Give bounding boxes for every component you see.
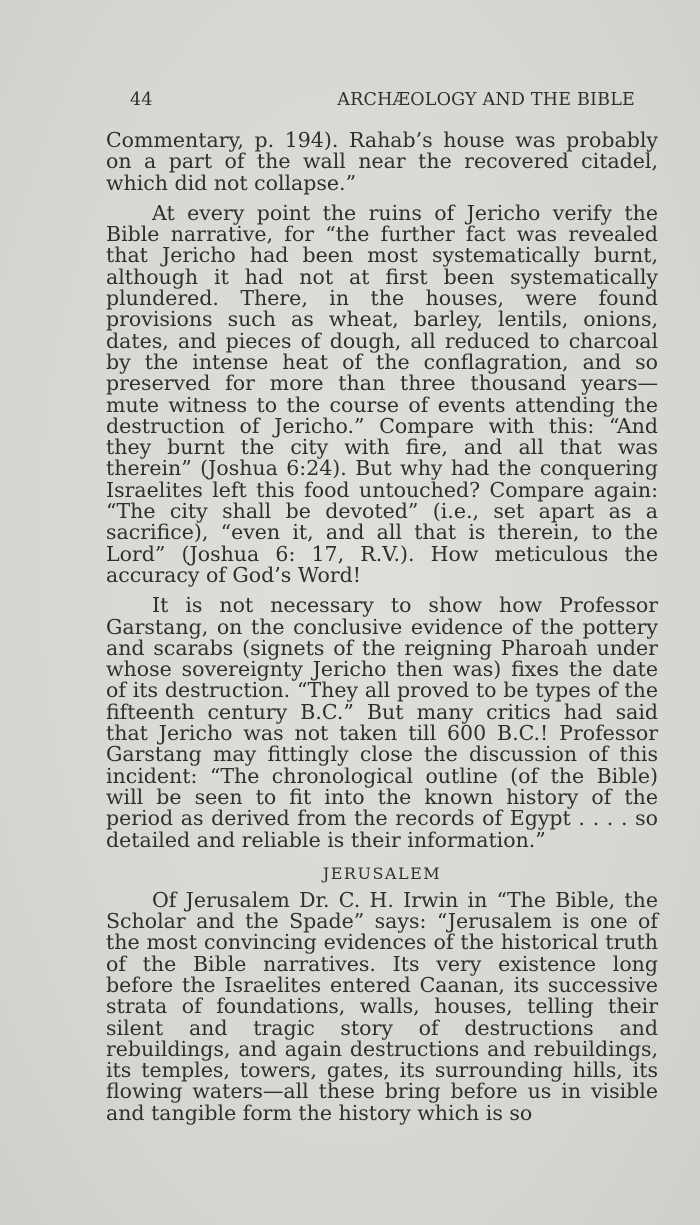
paragraph-garstang: It is not necessary to show how Professor Garstang, on the conclusive evidence of the pottery and scarabs (signets of the reigning Pharoah under whose sovereignty Jericho then was) fixes the date of its destruction. “They all proved to be types of the fifteenth century B.C.” But many critics had said that Jericho was not taken till 600 B.C.! Professor Garstang may fittingly close the discussion of this incident: “The chronological outline (of the Bible) will be seen to fit into the known history of the period as derived from the records of Egypt . . . . so detailed and reliable is their information.” — [106, 593, 658, 852]
paragraph-jerusalem: Of Jerusalem Dr. C. H. Irwin in “The Bible, the Scholar and the Spade” says: “Jerusalem is one of the most convincing evidences of the historical truth of the Bible narratives. Its very existence long before the Israelites entered Caanan, its successive strata of foundations, walls, houses, telling their silent and tragic story of destructions and rebuildings, and again destructions and rebuildings, its temples, towers, gates, its surrounding hills, its flowing waters—all these bring before us in visible and tangible form the history which is so — [106, 887, 658, 1125]
section-heading: JERUSALEM — [322, 863, 442, 883]
running-title: ARCHÆOLOGY AND THE BIBLE — [337, 90, 635, 110]
page-number: 44 — [130, 90, 153, 110]
page-header — [130, 90, 635, 116]
body-text — [106, 130, 658, 1124]
paragraph-continuation: Commentary, p. 194). Rahab’s house was probably on a part of the wall near the recovered citadel, which did not collapse.” — [106, 128, 658, 195]
paragraph-jericho-ruins: At every point the ruins of Jericho verify the Bible narrative, for “the further fact was revealed that Jericho had been most systematically burnt, although it had not at first been systematically plundered. There, in the houses, were found provisions such as wheat, barley, lentils, onions, dates, and pieces of dough, all reduced to charcoal by the intense heat of the conflagration, and so preserved for more than three thousand years—mute witness to the course of events attending the destruction of Jericho.” Compare with this: “And they burnt the city with fire, and all that was therein” (Joshua 6:24). But why had the conquering Israelites left this food untouched? Compare again: “The city shall be devoted” (i.e., set apart as a sacrifice), “even it, and all that is therein, to the Lord” (Joshua 6: 17, R.V.). How meticulous the accuracy of God’s Word! — [106, 200, 658, 587]
